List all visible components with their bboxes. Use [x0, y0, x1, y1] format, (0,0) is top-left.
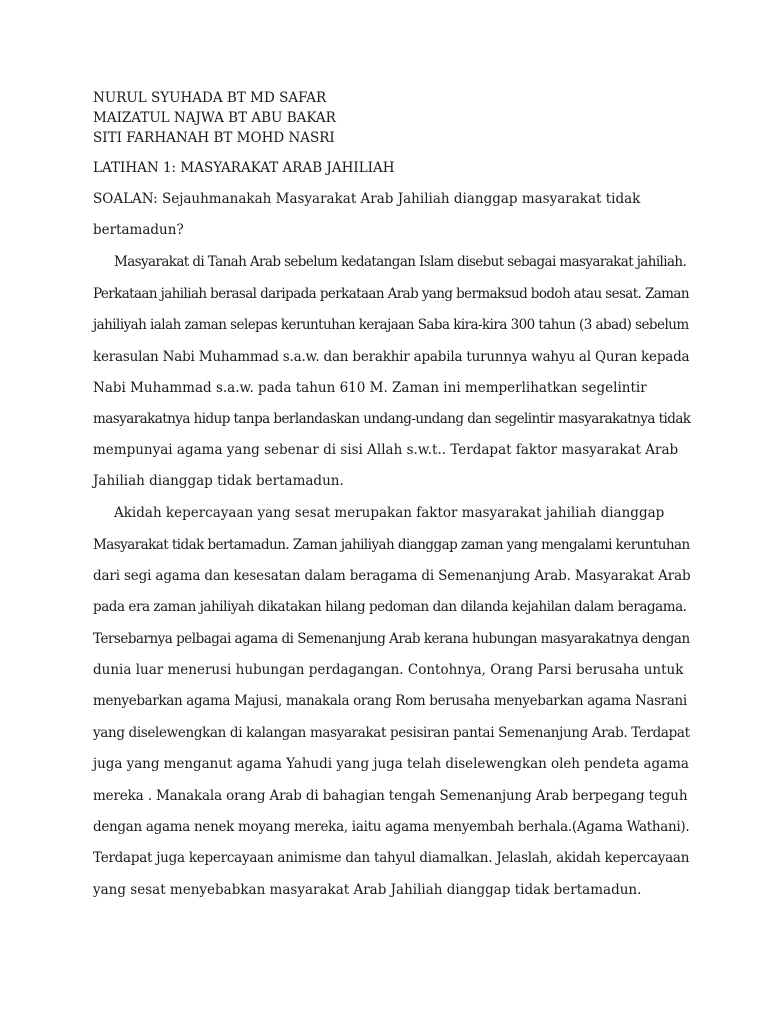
- question-line-1: SOALAN: Sejauhmanakah Masyarakat Arab Jahiliah dianggap masyarakat tidak: [93, 191, 641, 207]
- paragraph-2-line: Akidah kepercayaan yang sesat merupakan faktor masyarakat jahiliah dianggap: [114, 505, 665, 521]
- paragraph-2-line: menyebarkan agama Majusi, manakala orang Rom berusaha menyebarkan agama Nasrani: [93, 693, 687, 709]
- paragraph-1-line: kerasulan Nabi Muhammad s.a.w. dan berakhir apabila turunnya wahyu al Quran kepada: [93, 349, 690, 365]
- paragraph-2-line: yang diselewengkan di kalangan masyarakat pesisiran pantai Semenanjung Arab. Terdapat: [93, 725, 690, 741]
- paragraph-2-line: Masyarakat tidak bertamadun. Zaman jahiliyah dianggap zaman yang mengalami keruntuhan: [93, 537, 690, 553]
- paragraph-2-line: Tersebarnya pelbagai agama di Semenanjung Arab kerana hubungan masyarakatnya dengan: [93, 631, 690, 647]
- paragraph-2-line: Terdapat juga kepercayaan animisme dan tahyul diamalkan. Jelaslah, akidah kepercayaan: [93, 850, 690, 866]
- author-name-1: NURUL SYUHADA BT MD SAFAR: [93, 90, 327, 106]
- paragraph-1-line: Jahiliah dianggap tidak bertamadun.: [93, 473, 344, 489]
- paragraph-2-line: dari segi agama dan kesesatan dalam beragama di Semenanjung Arab. Masyarakat Arab: [93, 568, 691, 584]
- author-name-2: MAIZATUL NAJWA BT ABU BAKAR: [93, 110, 336, 126]
- paragraph-1-line: mempunyai agama yang sebenar di sisi Allah s.w.t.. Terdapat faktor masyarakat Arab: [93, 442, 679, 458]
- paragraph-2-line: dunia luar menerusi hubungan perdagangan. Contohnya, Orang Parsi berusaha untuk: [93, 662, 684, 678]
- paragraph-1-line: masyarakatnya hidup tanpa berlandaskan undang-undang dan segelintir masyarakatnya tidak: [93, 411, 691, 427]
- paragraph-2-line: pada era zaman jahiliyah dikatakan hilang pedoman dan dilanda kejahilan dalam beragama.: [93, 599, 687, 615]
- paragraph-2-line: mereka . Manakala orang Arab di bahagian tengah Semenanjung Arab berpegang teguh: [93, 788, 688, 804]
- exercise-title: LATIHAN 1: MASYARAKAT ARAB JAHILIAH: [93, 160, 395, 176]
- paragraph-1-line: jahiliyah ialah zaman selepas keruntuhan kerajaan Saba kira-kira 300 tahun (3 abad) sebelum: [93, 317, 689, 333]
- author-name-3: SITI FARHANAH BT MOHD NASRI: [93, 130, 335, 146]
- paragraph-1-line: Masyarakat di Tanah Arab sebelum kedatangan Islam disebut sebagai masyarakat jahiliah.: [114, 254, 687, 270]
- paragraph-1-line: Perkataan jahiliah berasal daripada perkataan Arab yang bermaksud bodoh atau sesat. Zaman: [93, 286, 689, 302]
- paragraph-2-line: yang sesat menyebabkan masyarakat Arab Jahiliah dianggap tidak bertamadun.: [93, 882, 642, 898]
- paragraph-1-line: Nabi Muhammad s.a.w. pada tahun 610 M. Zaman ini memperlihatkan segelintir: [93, 380, 647, 396]
- paragraph-2-line: juga yang menganut agama Yahudi yang juga telah diselewengkan oleh pendeta agama: [93, 756, 689, 772]
- paragraph-2-line: dengan agama nenek moyang mereka, iaitu agama menyembah berhala.(Agama Wathani).: [93, 819, 690, 835]
- question-line-2: bertamadun?: [93, 222, 184, 238]
